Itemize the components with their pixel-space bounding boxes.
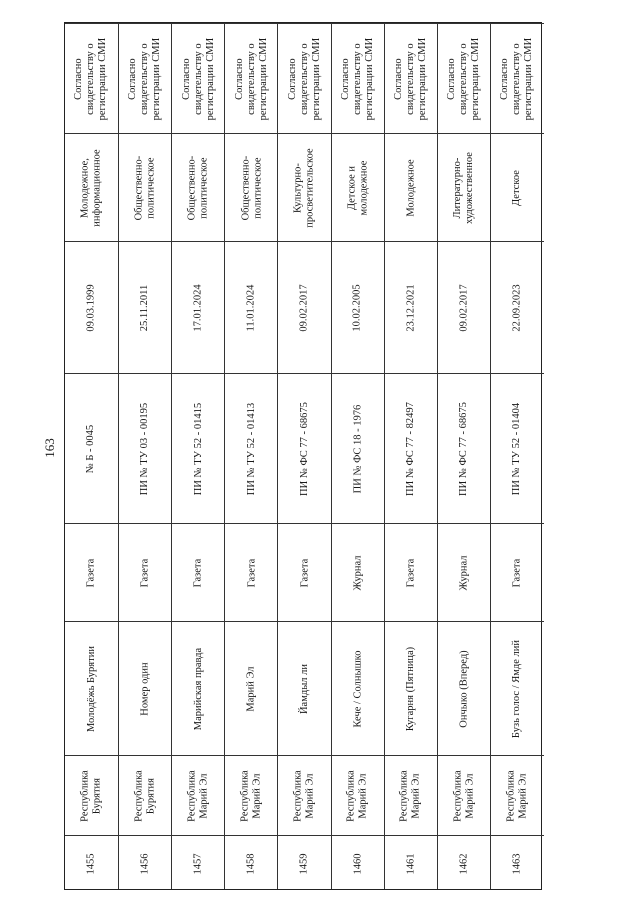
cell-date-text: 22.09.2023 (511, 284, 523, 332)
cell-theme-text: Культурно- просветительское (292, 148, 316, 228)
cell-type-text: Газета (85, 558, 97, 588)
cell-note-text: Согласно свидетельству о регистрации СМИ (286, 37, 323, 121)
cell-note (172, 23, 225, 134)
cell-note-text: Согласно свидетельству о регистрации СМИ (446, 37, 482, 121)
cell-theme (438, 133, 491, 242)
cell-date-text: 10.02.2005 (352, 284, 364, 332)
cell-theme (172, 133, 225, 242)
cell-date (278, 241, 331, 374)
cell-note-text: Согласно свидетельству о регистрации СМИ (499, 37, 535, 121)
cell-type-text: Газета (298, 558, 310, 588)
cell-note-text: Согласно свидетельству о регистрации СМИ (393, 37, 429, 121)
cell-date (172, 241, 225, 374)
cell-number-text: 1457 (192, 853, 204, 875)
cell-registration-number (332, 373, 385, 524)
cell-number (278, 835, 331, 892)
cell-region-text: Республика Марий Эл (452, 770, 476, 822)
table-row (384, 23, 438, 889)
cell-theme (332, 133, 385, 242)
table-row (437, 23, 491, 889)
cell-region (332, 755, 385, 836)
cell-date (225, 241, 278, 374)
cell-theme-text: Молодежное (405, 159, 417, 217)
cell-type (491, 523, 544, 622)
cell-type (278, 523, 331, 622)
cell-theme (385, 133, 438, 242)
cell-number (491, 835, 544, 892)
cell-date-text: 17.01.2024 (192, 284, 204, 332)
cell-type (119, 523, 172, 622)
table-row (490, 23, 544, 889)
cell-theme-text: Общественно- политическое (239, 155, 263, 221)
cell-registration-number-text: ПИ № ФС 77 - 68675 (298, 402, 310, 496)
table-row (277, 23, 331, 889)
cell-theme-text: Детское и молодежное (346, 160, 370, 216)
cell-note (491, 23, 544, 134)
cell-registration-number-text: ПИ № ФС 77 - 82497 (405, 402, 417, 496)
cell-date (119, 241, 172, 374)
cell-name (491, 621, 544, 756)
cell-name (65, 621, 118, 756)
cell-type-text: Газета (511, 558, 523, 588)
cell-date (332, 241, 385, 374)
cell-number-text: 1455 (85, 853, 97, 875)
cell-theme (491, 133, 544, 242)
cell-date (491, 241, 544, 374)
table-row (224, 23, 278, 889)
cell-note-text: Согласно свидетельству о регистрации СМИ (233, 37, 269, 121)
cell-name-text: Марийская правда (192, 647, 204, 731)
cell-note (385, 23, 438, 134)
cell-type-text: Журнал (458, 555, 470, 591)
cell-name-text: Молодёжь Бурятии (85, 646, 97, 732)
cell-region-text: Республика Бурятия (133, 770, 157, 822)
cell-date (438, 241, 491, 374)
cell-registration-number (65, 373, 118, 524)
cell-date-text: 25.11.2011 (139, 284, 151, 332)
cell-note-text: Согласно свидетельству о регистрации СМИ (340, 37, 376, 121)
cell-number (119, 835, 172, 892)
cell-registration-number-text: ПИ № ТУ 03 - 00195 (139, 402, 151, 496)
cell-region (278, 755, 331, 836)
cell-region-text: Республика Марий Эл (346, 770, 370, 822)
page-number: 163 (42, 438, 57, 458)
cell-name (172, 621, 225, 756)
cell-type (65, 523, 118, 622)
cell-registration-number-text: ПИ № ТУ 52 - 01415 (192, 402, 204, 496)
cell-type (385, 523, 438, 622)
cell-note-text: Согласно свидетельству о регистрации СМИ (127, 37, 163, 121)
cell-name (332, 621, 385, 756)
cell-note (225, 23, 278, 134)
cell-registration-number-text: № Б - 0045 (85, 424, 97, 474)
cell-theme (65, 133, 118, 242)
cell-theme-text: Общественно- политическое (186, 155, 210, 221)
cell-region-text: Республика Марий Эл (292, 770, 316, 822)
cell-type-text: Газета (245, 558, 257, 588)
cell-name-text: Кече / Солнышко (352, 650, 364, 728)
cell-number (438, 835, 491, 892)
cell-date (385, 241, 438, 374)
cell-region-text: Республика Марий Эл (505, 770, 529, 822)
cell-theme (225, 133, 278, 242)
cell-name-text: Ончыко (Вперед) (458, 650, 470, 728)
cell-region-text: Республика Марий Эл (399, 770, 423, 822)
cell-theme-text: Молодежное, информационное (79, 149, 103, 227)
cell-region-text: Республика Бурятия (79, 770, 103, 822)
cell-date (65, 241, 118, 374)
cell-type (332, 523, 385, 622)
cell-number-text: 1459 (298, 853, 310, 875)
cell-region-text: Республика Марий Эл (239, 770, 263, 822)
cell-note (438, 23, 491, 134)
cell-registration-number (385, 373, 438, 524)
cell-date-text: 23.12.2021 (405, 284, 417, 332)
cell-region-text: Республика Марий Эл (186, 770, 210, 822)
cell-registration-number (119, 373, 172, 524)
cell-registration-number-text: ПИ № ТУ 52 - 01413 (245, 402, 257, 496)
cell-number-text: 1456 (139, 853, 151, 875)
cell-registration-number-text: ПИ № ФС 18 - 1976 (352, 404, 364, 494)
cell-theme-text: Детское (511, 170, 523, 206)
cell-theme (278, 133, 331, 242)
cell-number-text: 1463 (511, 853, 523, 875)
cell-type-text: Журнал (352, 555, 364, 591)
cell-registration-number-text: ПИ № ФС 77 - 68675 (458, 402, 470, 496)
cell-region (225, 755, 278, 836)
cell-name (385, 621, 438, 756)
table-row (331, 23, 385, 889)
cell-name (225, 621, 278, 756)
cell-region (438, 755, 491, 836)
cell-number (172, 835, 225, 892)
cell-name-text: Номер один (139, 662, 151, 716)
cell-registration-number (278, 373, 331, 524)
cell-date-text: 11.01.2024 (245, 284, 257, 332)
cell-note (332, 23, 385, 134)
cell-name-text: Марий Эл (245, 666, 257, 712)
cell-region (172, 755, 225, 836)
cell-note (278, 23, 331, 134)
cell-number (65, 835, 118, 892)
cell-registration-number (491, 373, 544, 524)
cell-theme-text: Литературно- художественное (452, 152, 476, 224)
cell-region (65, 755, 118, 836)
cell-name (278, 621, 331, 756)
cell-type (225, 523, 278, 622)
cell-number-text: 1462 (458, 853, 470, 875)
table-row (65, 23, 118, 889)
cell-number-text: 1461 (405, 853, 417, 875)
table-row (118, 23, 172, 889)
cell-name (119, 621, 172, 756)
cell-date-text: 09.02.2017 (458, 284, 470, 332)
cell-note-text: Согласно свидетельству о регистрации СМИ (180, 37, 216, 121)
cell-name-text: Бузь голос / Ямде лий (511, 639, 523, 739)
cell-number (385, 835, 438, 892)
cell-date-text: 09.03.1999 (85, 284, 97, 332)
cell-name (438, 621, 491, 756)
cell-note-text: Согласно свидетельству о регистрации СМИ (73, 37, 109, 121)
cell-registration-number (438, 373, 491, 524)
cell-number (225, 835, 278, 892)
cell-theme-text: Общественно- политическое (133, 155, 157, 221)
cell-number-text: 1458 (245, 853, 257, 875)
cell-date-text: 09.02.2017 (298, 284, 310, 332)
cell-region (385, 755, 438, 836)
cell-type-text: Газета (192, 558, 204, 588)
cell-number (332, 835, 385, 892)
cell-name-text: Кугарня (Пятница) (405, 646, 417, 732)
cell-type-text: Газета (139, 558, 151, 588)
cell-name-text: Йамдыл ли (298, 663, 310, 715)
table-row (171, 23, 225, 889)
cell-type (172, 523, 225, 622)
cell-theme (119, 133, 172, 242)
cell-registration-number-text: ПИ № ТУ 52 - 01404 (511, 402, 523, 496)
cell-number-text: 1460 (352, 853, 364, 875)
cell-registration-number (172, 373, 225, 524)
registry-table (64, 22, 542, 890)
cell-type (438, 523, 491, 622)
cell-type-text: Газета (405, 558, 417, 588)
cell-note (65, 23, 118, 134)
cell-note (119, 23, 172, 134)
cell-registration-number (225, 373, 278, 524)
cell-region (491, 755, 544, 836)
cell-region (119, 755, 172, 836)
